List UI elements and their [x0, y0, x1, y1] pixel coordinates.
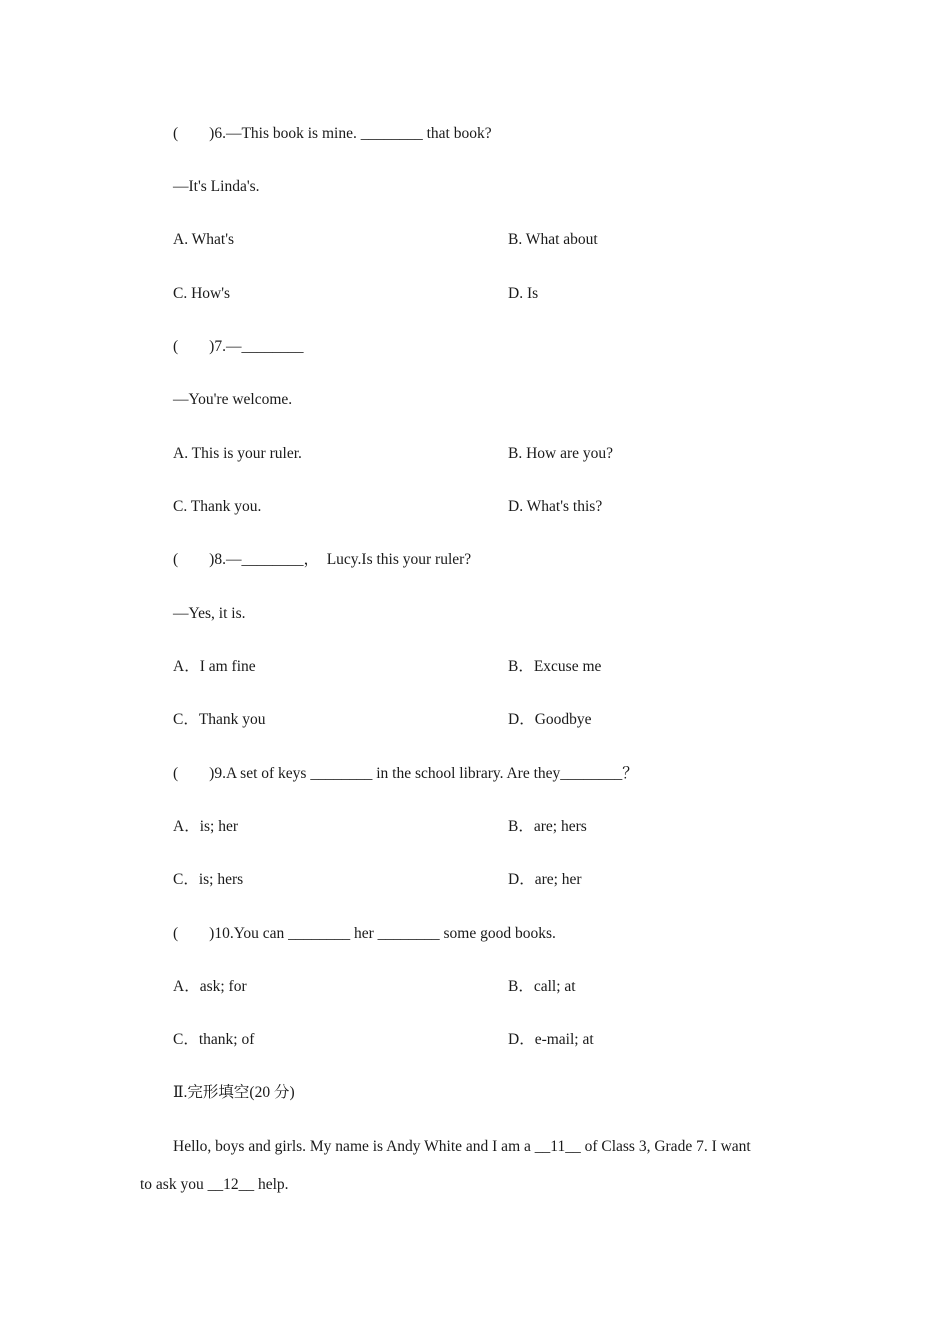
blank-12: __12__	[207, 1176, 255, 1193]
passage-line-2	[140, 1175, 289, 1195]
q10-option-d: D．e-mail; at	[508, 1031, 594, 1048]
q6-option-c: C. How's	[173, 285, 231, 302]
passage-line-1	[173, 1137, 751, 1157]
q8-option-a: A．I am fine	[173, 658, 256, 675]
q10-option-b: B．call; at	[508, 978, 576, 995]
q8-option-b: B．Excuse me	[508, 658, 602, 675]
passage-text: of Class 3, Grade 7. I want	[580, 1138, 751, 1155]
q8-stem: ( )8.—________， Lucy.Is this your ruler?	[173, 551, 472, 568]
q6-stem: ( )6.—This book is mine. ________ that book?	[173, 125, 492, 142]
q10-stem: ( )10.You can ________ her ________ some good books.	[173, 925, 556, 942]
q7-stem: ( )7.—________	[173, 338, 304, 355]
q7-option-c: C. Thank you.	[173, 498, 262, 515]
blank-11: __11__	[534, 1138, 581, 1155]
section-heading: Ⅱ.完形填空(20 分)	[173, 1084, 295, 1101]
q7-option-a: A. This is your ruler.	[173, 445, 302, 462]
q10-option-c: C．thank; of	[173, 1031, 255, 1048]
q7-option-b: B. How are you?	[508, 445, 614, 462]
passage-text: Hello, boys and girls. My name is Andy White and I am a	[173, 1138, 535, 1155]
q10-option-a: A．ask; for	[173, 978, 247, 995]
q6-answer-line: —It's Linda's.	[173, 178, 260, 195]
q7-option-d: D. What's this?	[508, 498, 603, 515]
q9-option-d: D．are; her	[508, 871, 582, 888]
q6-option-a: A. What's	[173, 231, 235, 248]
q8-option-d: D．Goodbye	[508, 711, 592, 728]
q6-option-b: B. What about	[508, 231, 598, 248]
q9-option-c: C．is; hers	[173, 871, 244, 888]
q6-option-d: D. Is	[508, 285, 539, 302]
passage-text: to ask you	[140, 1176, 208, 1193]
q9-stem: ( )9.A set of keys ________ in the school library. Are they________？	[173, 765, 638, 782]
q8-answer-line: —Yes, it is.	[173, 605, 246, 622]
passage-text: help.	[254, 1176, 289, 1193]
q9-option-b: B．are; hers	[508, 818, 587, 835]
q8-option-c: C．Thank you	[173, 711, 266, 728]
q9-option-a: A．is; her	[173, 818, 239, 835]
q7-answer-line: —You're welcome.	[173, 391, 293, 408]
